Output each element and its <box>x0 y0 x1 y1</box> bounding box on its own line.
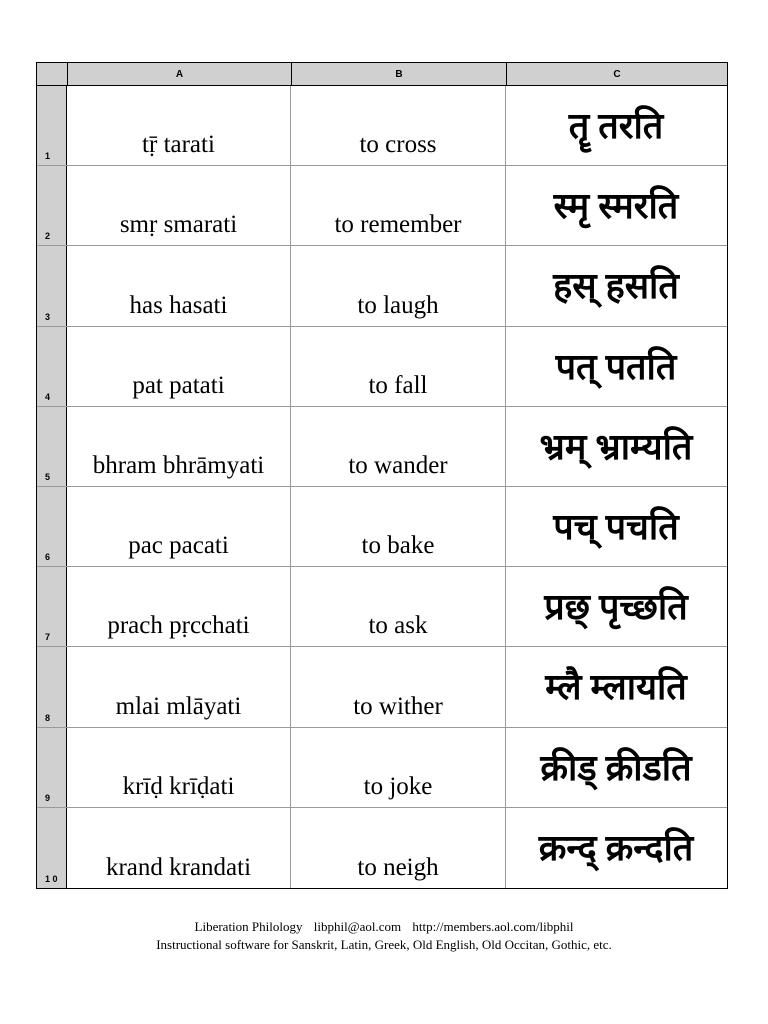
row-header[interactable]: 8 <box>37 647 67 726</box>
row-header[interactable]: 2 <box>37 166 67 245</box>
cell-transliteration[interactable]: pat patati <box>67 327 291 406</box>
table-row <box>37 327 727 407</box>
cell-meaning[interactable]: to ask <box>291 567 506 646</box>
cell-devanagari[interactable]: स्मृ स्मरति <box>553 186 679 227</box>
spreadsheet <box>36 62 728 889</box>
table-row <box>37 728 727 808</box>
cell-transliteration[interactable]: prach pṛcchati <box>67 567 291 646</box>
cell-transliteration[interactable]: mlai mlāyati <box>67 647 291 726</box>
page-footer <box>0 918 768 954</box>
cell-devanagari[interactable]: क्रीड् क्रीडति <box>540 747 692 788</box>
table-row <box>37 647 727 727</box>
table-row <box>37 808 727 888</box>
cell-meaning[interactable]: to laugh <box>291 246 506 325</box>
row-header[interactable]: 9 <box>37 728 67 807</box>
table-row <box>37 567 727 647</box>
cell-devanagari[interactable]: भ्रम् भ्राम्यति <box>539 426 693 467</box>
cell-transliteration[interactable]: krand krandati <box>67 808 291 888</box>
footer-tagline: Instructional software for Sanskrit, Latin, Greek, Old English, Old Occitan, Gothic, etc. <box>156 937 612 952</box>
cell-devanagari[interactable]: पच् पचति <box>553 506 679 547</box>
cell-meaning[interactable]: to remember <box>291 166 506 245</box>
cell-devanagari[interactable]: क्रन्द् क्रन्दति <box>538 827 694 868</box>
row-header[interactable]: 4 <box>37 327 67 406</box>
cell-devanagari[interactable]: पत् पतति <box>555 346 677 387</box>
column-header-b[interactable]: B <box>292 63 507 85</box>
cell-transliteration[interactable]: pac pacati <box>67 487 291 566</box>
footer-org: Liberation Philology <box>194 919 303 934</box>
cell-transliteration[interactable]: krīḍ krīḍati <box>67 728 291 807</box>
column-header-c[interactable]: C <box>613 68 621 80</box>
cell-devanagari[interactable]: तॄ तरति <box>568 106 664 146</box>
row-header[interactable]: 1 0 <box>37 808 67 888</box>
table-row <box>37 487 727 567</box>
row-header[interactable]: 5 <box>37 407 67 486</box>
table-row <box>37 407 727 487</box>
row-header[interactable]: 1 <box>37 86 67 165</box>
table-row <box>37 166 727 246</box>
table-row <box>37 246 727 326</box>
cell-devanagari[interactable]: म्लै म्लायति <box>545 667 687 708</box>
row-header[interactable]: 6 <box>37 487 67 566</box>
cell-transliteration[interactable]: tṝ tarati <box>67 86 291 165</box>
cell-transliteration[interactable]: smṛ smarati <box>67 166 291 245</box>
footer-email[interactable]: libphil@aol.com <box>313 919 402 934</box>
row-header[interactable]: 3 <box>37 246 67 325</box>
column-header-row <box>37 63 727 86</box>
cell-transliteration[interactable]: bhram bhrāmyati <box>67 407 291 486</box>
select-all-corner[interactable] <box>37 63 68 85</box>
cell-meaning[interactable]: to neigh <box>291 808 506 888</box>
cell-meaning[interactable]: to fall <box>291 327 506 406</box>
column-header-a[interactable]: A <box>68 63 292 85</box>
row-header[interactable]: 7 <box>37 567 67 646</box>
cell-meaning[interactable]: to joke <box>291 728 506 807</box>
cell-devanagari[interactable]: प्रछ् पृच्छति <box>544 587 688 628</box>
cell-meaning[interactable]: to bake <box>291 487 506 566</box>
cell-meaning[interactable]: to wander <box>291 407 506 486</box>
cell-devanagari[interactable]: हस् हसति <box>553 266 679 307</box>
table-row <box>37 86 727 166</box>
footer-contact-line <box>0 918 768 936</box>
cell-meaning[interactable]: to wither <box>291 647 506 726</box>
footer-url[interactable]: http://members.aol.com/libphil <box>412 919 574 934</box>
cell-transliteration[interactable]: has hasati <box>67 246 291 325</box>
cell-meaning[interactable]: to cross <box>291 86 506 165</box>
